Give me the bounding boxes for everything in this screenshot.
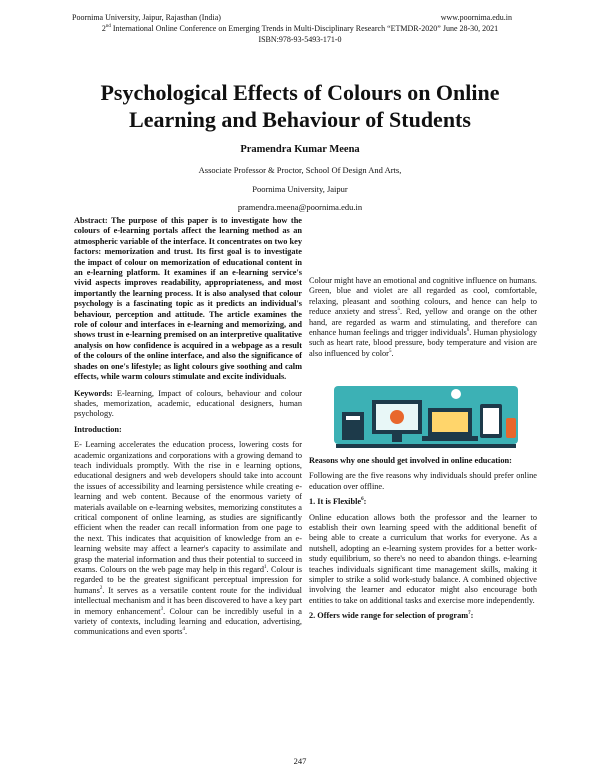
reason-1-text: Online education allows both the professor and the learner to establish their own learning speed with the additional benefit of being able to create a curriculum that works for everyone. As a nutshell, adopting an e-learning system provides for a better work-study equilibrium, so there's no need to abandon things. e-learning teaches individuals significant time management skills, making it simpler to strike a solid work-study balance. A combined objective involving the learner and educator might also encourage both entities to take on additional tasks and exercise more independently. [309,512,537,605]
author-position: Associate Professor & Proctor, School Of Design And Arts, [198,165,402,175]
author-name: Pramendra Kumar Meena [240,144,360,155]
author-email[interactable]: pramendra.meena@poornima.edu.in [237,202,363,212]
left-column [74,216,302,643]
introduction-paragraph-1: E- Learning accelerates the education process, lowering costs for academic organizations and corporations with a growing demand to teach individuals promptly. With the rise in e learning options, educational designers and web developers should take into account the issues of accessibility and learning persistence while creating e-learning and web content. Because of the enormous variety of materials available on e-learning websites, memorizing constitutes a critical component of online learning, as studies are significantly efficient when the reader can recall information from one page to the next. This indicates that acquisition of knowledge from an e-learning website may affect a learner's capacity to assimilate and grasp the material information and thus their potential to succeed in exams. Colours on the web page may help in this regard$^1$. Colour is regarded to be the greatest significant perceptual impression for humans$^2$. It serves as a versatile content route for the individual intellectual mechanism and it has been discovered to have a key part in memory enhancement$^3$. Colour can be incredibly useful in a variety of contexts, including learning and education, advertising, communications and even sports$^4$. [74,440,303,637]
keywords: Keywords: E-learning, Impact of colours, behaviour and colour shades, memorization, academic, educational designers, human psychology. [74,388,302,419]
page-number: 247 [293,756,307,766]
reasons-heading: Reasons why one should get involved in online education: [309,456,512,465]
header-isbn: ISBN:978-93-5493-171-0 [258,35,342,44]
paper-title: Psychological Effects of Colours on Online Learning and Behaviour of Students [100,80,500,132]
author-university: Poornima University, Jaipur [252,184,348,194]
e-learning-illustration [316,382,536,456]
introduction-heading: Introduction: [74,424,122,434]
colour-effects-paragraph: Colour might have an emotional and cognitive influence on humans. Green, blue and violet are all regarded as cool, comfortable, relaxing, pleasant and soothing colours, and hence can help to reduce anxiety and stress$^5$. Red, yellow and orange on the other hand, are regarded as warm and stimulating, and therefore can enhance human feelings and trigger individuals$^6$. Human physiology such as heart rate, blood pressure, body temperature and vision are also influenced by color$^5$. [309,276,538,358]
header-website[interactable]: www.poornima.edu.in [440,13,512,22]
header-conference: 2nd International Online Conference on Emerging Trends in Multi-Disciplinary Research “ETMDR-2020” June 28-30, 2021 [101,24,499,33]
laptop-icon [422,408,478,441]
right-column-paragraphs [309,216,537,254]
reason-2-heading: 2. Offers wide range for selection of program$^7$: [309,611,474,621]
reasons-intro: Following are the five reasons why individuals should prefer online education over offline. [309,471,537,491]
right-column-para2 [309,276,537,364]
right-column [309,456,537,627]
abstract: Abstract: The purpose of this paper is to investigate how the colours of e-learning portals affect the learning method as an atmospheric variable of the interface. It concentrates on two key factors: memorization and trust. Its first goal is to investigate the impact of colour on memorization of educational content in an e-learning platform. It examines if an e-learning service's vivid aspects improves readability, appropriateness, and most importantly the learning process. It is also analysed that colour psychology is a fascinating topic as it predicts an individual's behaviour, perception and attitude. The article examines the role of colour and interfaces in e-learning and memorizing, and shows trust in e-learning premised on an interpretive qualitative analysis on how confidence is acquired in a webpage as a result of the colours of the online interface, and also the significance of shades on one's lifestyle; as light colours give soothing and calm effects, while warm colours stimulate and excite individuals. [74,216,302,382]
header-institution: Poornima University, Jaipur, Rajasthan (India) [72,13,221,22]
phone-icon [506,418,516,438]
tablet-icon [480,404,502,438]
reason-1-heading: 1. It is Flexible$^6$: [309,497,367,507]
book-icon [342,412,364,440]
